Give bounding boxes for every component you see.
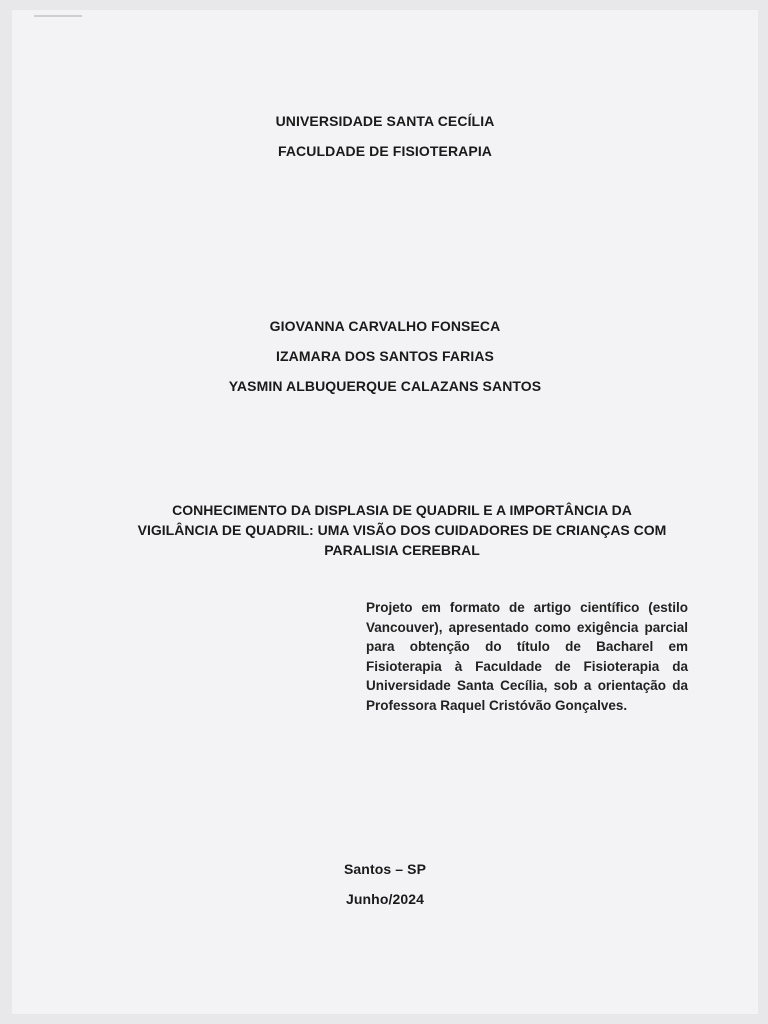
location: Santos – SP [343,861,427,877]
author-1: GIOVANNA CARVALHO FONSECA [269,318,501,334]
document-page [12,10,758,1014]
scan-mark [34,15,82,17]
nature-of-work-note: Projeto em formato de artigo científico (estilo Vancouver), apresentado como exigência parcial para obtenção do título de Bacharel em Fisioterapia à Faculdade de Fisioterapia da Universidade Santa Cecília, sob a orientação da Professora Raquel Cristóvão Gonçalves. [366,600,688,713]
faculty-name: FACULDADE DE FISIOTERAPIA [277,143,493,159]
author-3: YASMIN ALBUQUERQUE CALAZANS SANTOS [228,378,542,394]
work-title: CONHECIMENTO DA DISPLASIA DE QUADRIL E A IMPORTÂNCIA DA VIGILÂNCIA DE QUADRIL: UMA VISÃO DOS CUIDADORES DE CRIANÇAS COM PARALISIA CEREBRAL [137,502,667,558]
date: Junho/2024 [345,891,425,907]
university-name: UNIVERSIDADE SANTA CECÍLIA [275,113,495,129]
author-2: IZAMARA DOS SANTOS FARIAS [276,348,494,364]
